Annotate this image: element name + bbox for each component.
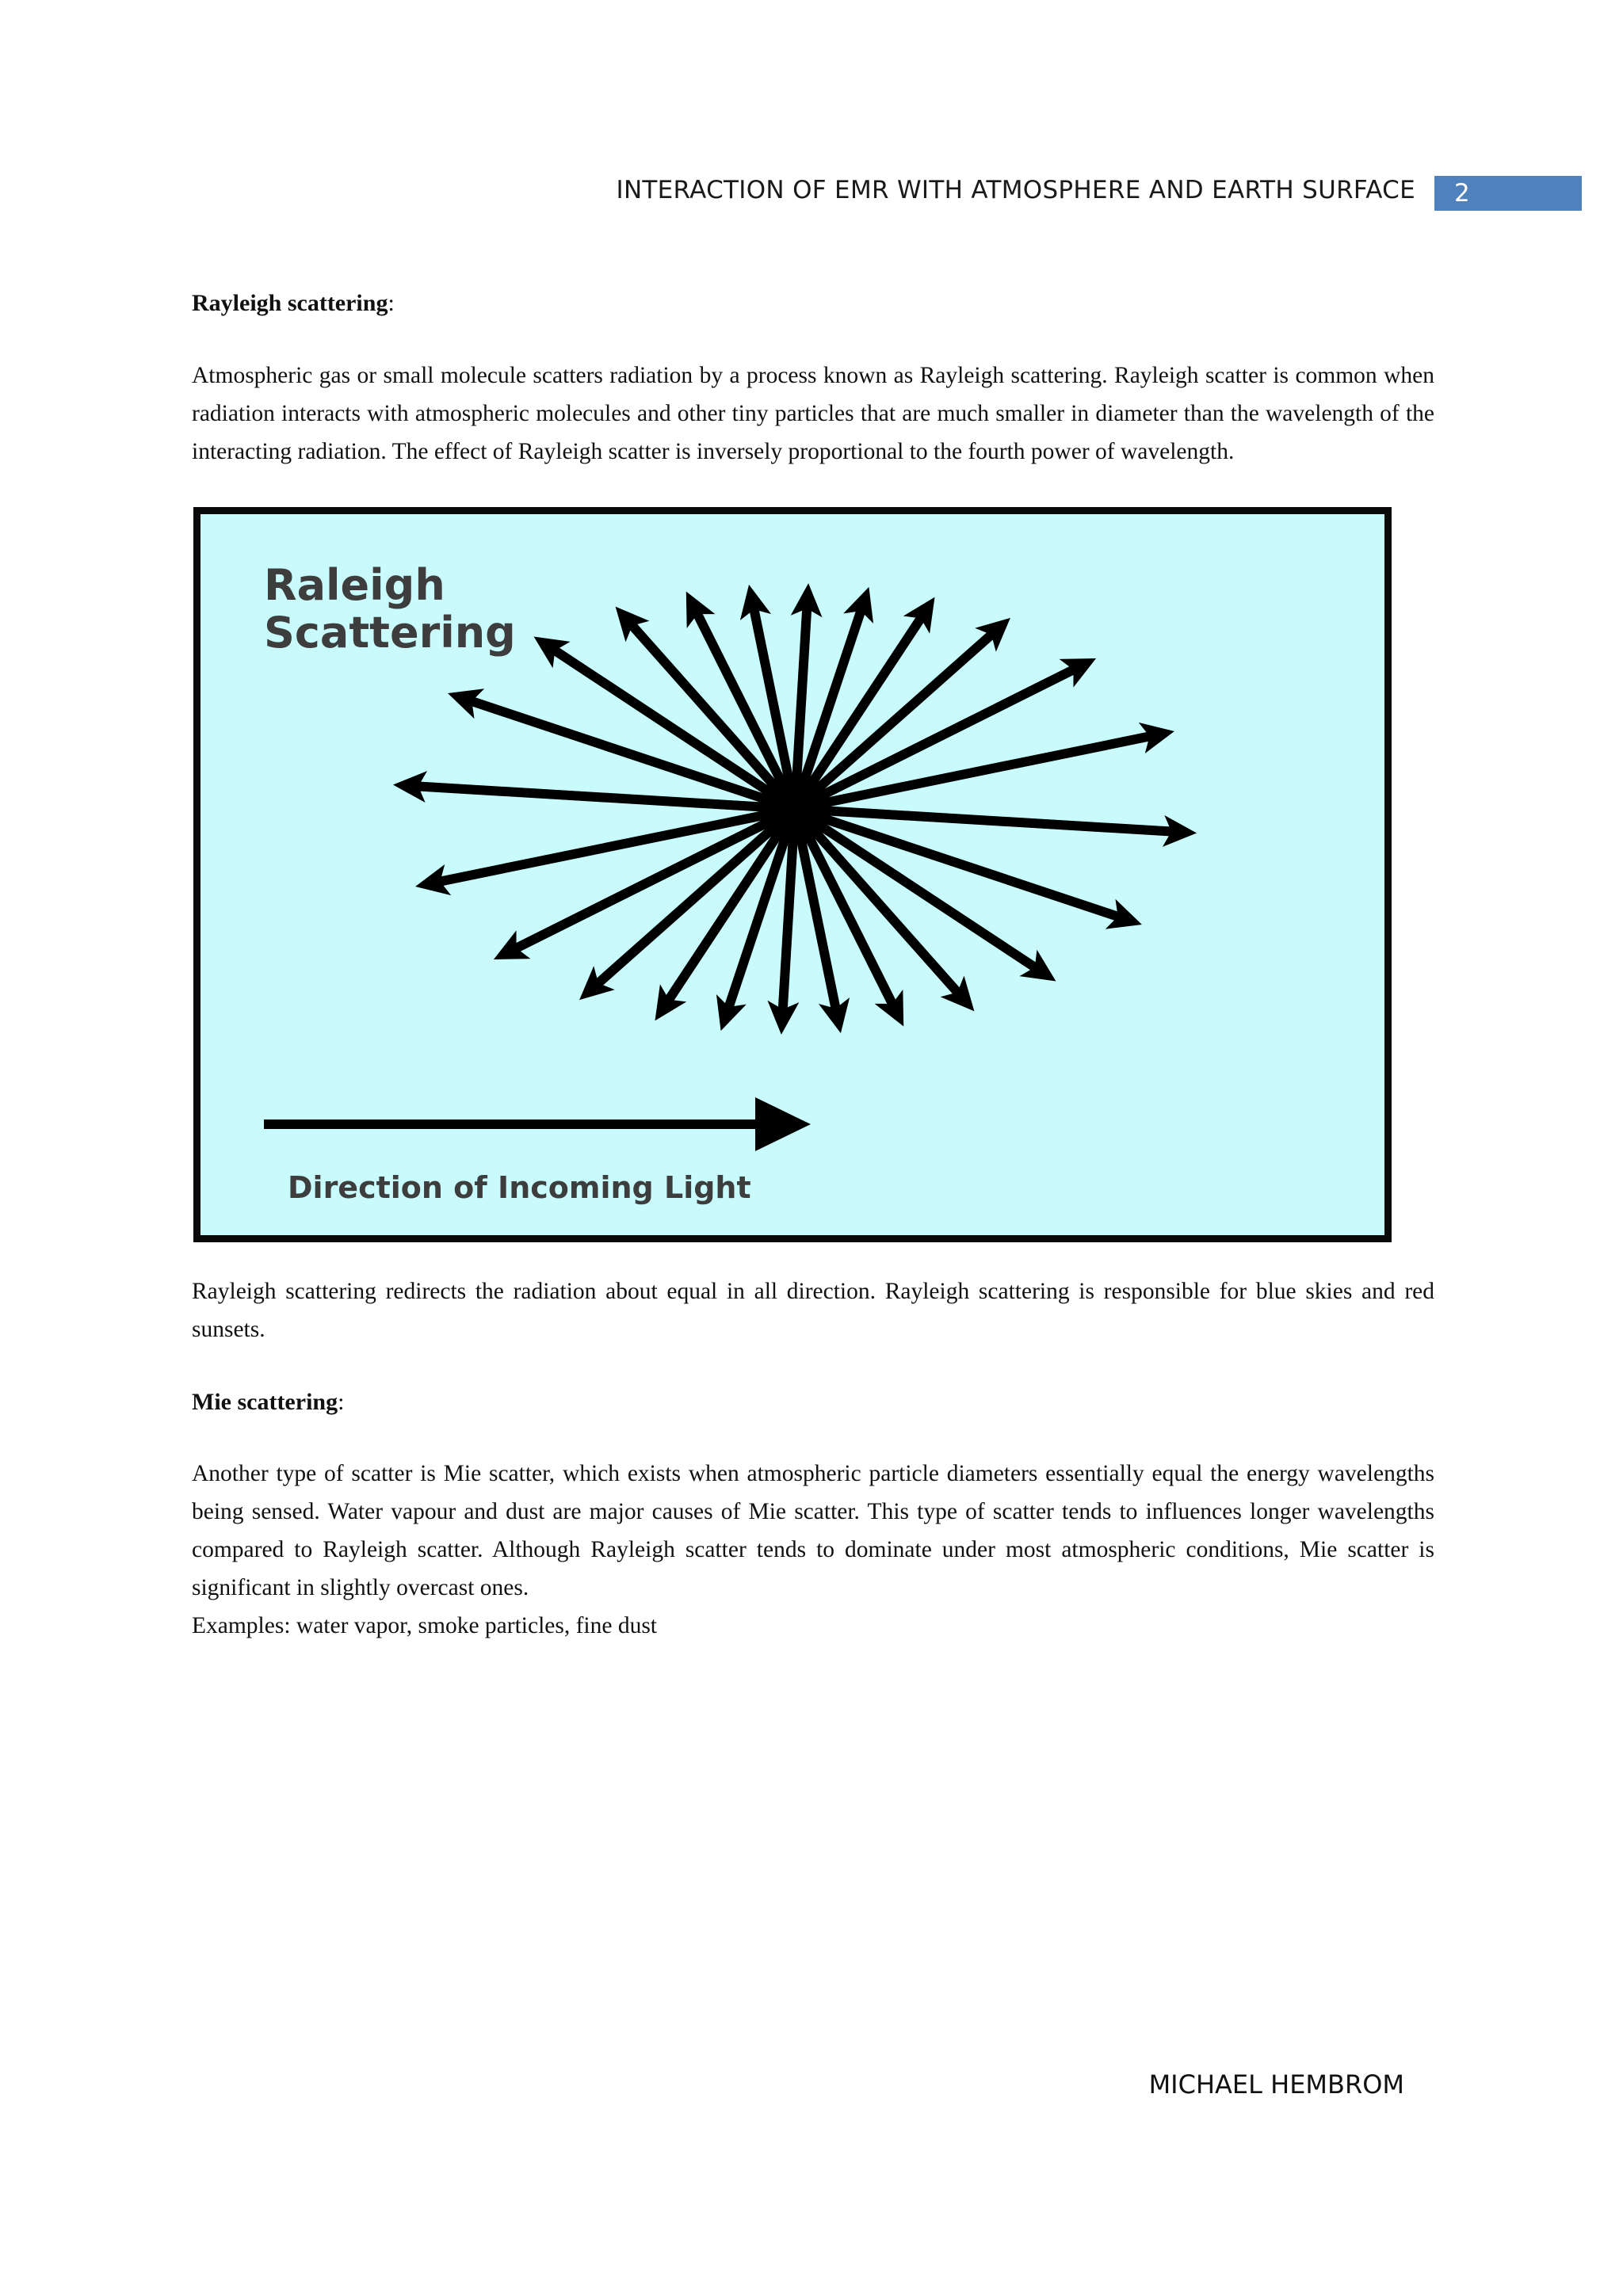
mie-heading-colon: :	[338, 1389, 345, 1415]
rayleigh-heading-text: Rayleigh scattering	[192, 290, 388, 316]
rayleigh-heading	[192, 290, 395, 317]
mie-examples: Examples: water vapor, smoke particles, fine dust	[192, 1613, 658, 1638]
scatter-arrow	[415, 809, 795, 895]
figure-caption: Direction of Incoming Light	[288, 1170, 751, 1205]
rayleigh-followup-paragraph: Rayleigh scattering redirects the radiation about equal in all direction. Rayleigh scattering is responsible for blue skies and red sunsets.	[192, 1279, 1434, 1342]
scatter-arrow	[795, 723, 1174, 809]
mie-paragraph: Another type of scatter is Mie scatter, which exists when atmospheric particle diameters essentially equal the energy wavelengths being sensed. Water vapour and dust are major causes of Mie scatter. This type of scatter tends to influences longer wavelengths compared to Rayleigh scatter. Although Rayleigh scatter tends to dominate under most atmospheric conditions, Mie scatter is significant in slightly overcast ones.	[192, 1461, 1434, 1600]
page-number: 2	[1454, 179, 1470, 208]
rayleigh-paragraph: Atmospheric gas or small molecule scatters radiation by a process known as Rayleigh scattering. Rayleigh scatter is common when radiation interacts with atmospheric molecules and other tiny particles that are much smaller in diameter than the wavelength of the interacting radiation. The effect of Rayleigh scatter is inversely proportional to the fourth power of wavelength.	[192, 363, 1434, 464]
page-number-badge	[1434, 176, 1582, 211]
mie-heading	[192, 1389, 344, 1416]
running-header-title: INTERACTION OF EMR WITH ATMOSPHERE AND EARTH SURFACE	[616, 176, 1415, 204]
figure-title: Raleigh Scattering	[264, 560, 516, 658]
footer-author: MICHAEL HEMBROM	[1148, 2069, 1404, 2100]
rayleigh-heading-colon: :	[388, 290, 395, 316]
mie-heading-text: Mie scattering	[192, 1389, 338, 1415]
rayleigh-scattering-figure	[193, 507, 1392, 1242]
incoming-light-arrow	[264, 1097, 811, 1151]
